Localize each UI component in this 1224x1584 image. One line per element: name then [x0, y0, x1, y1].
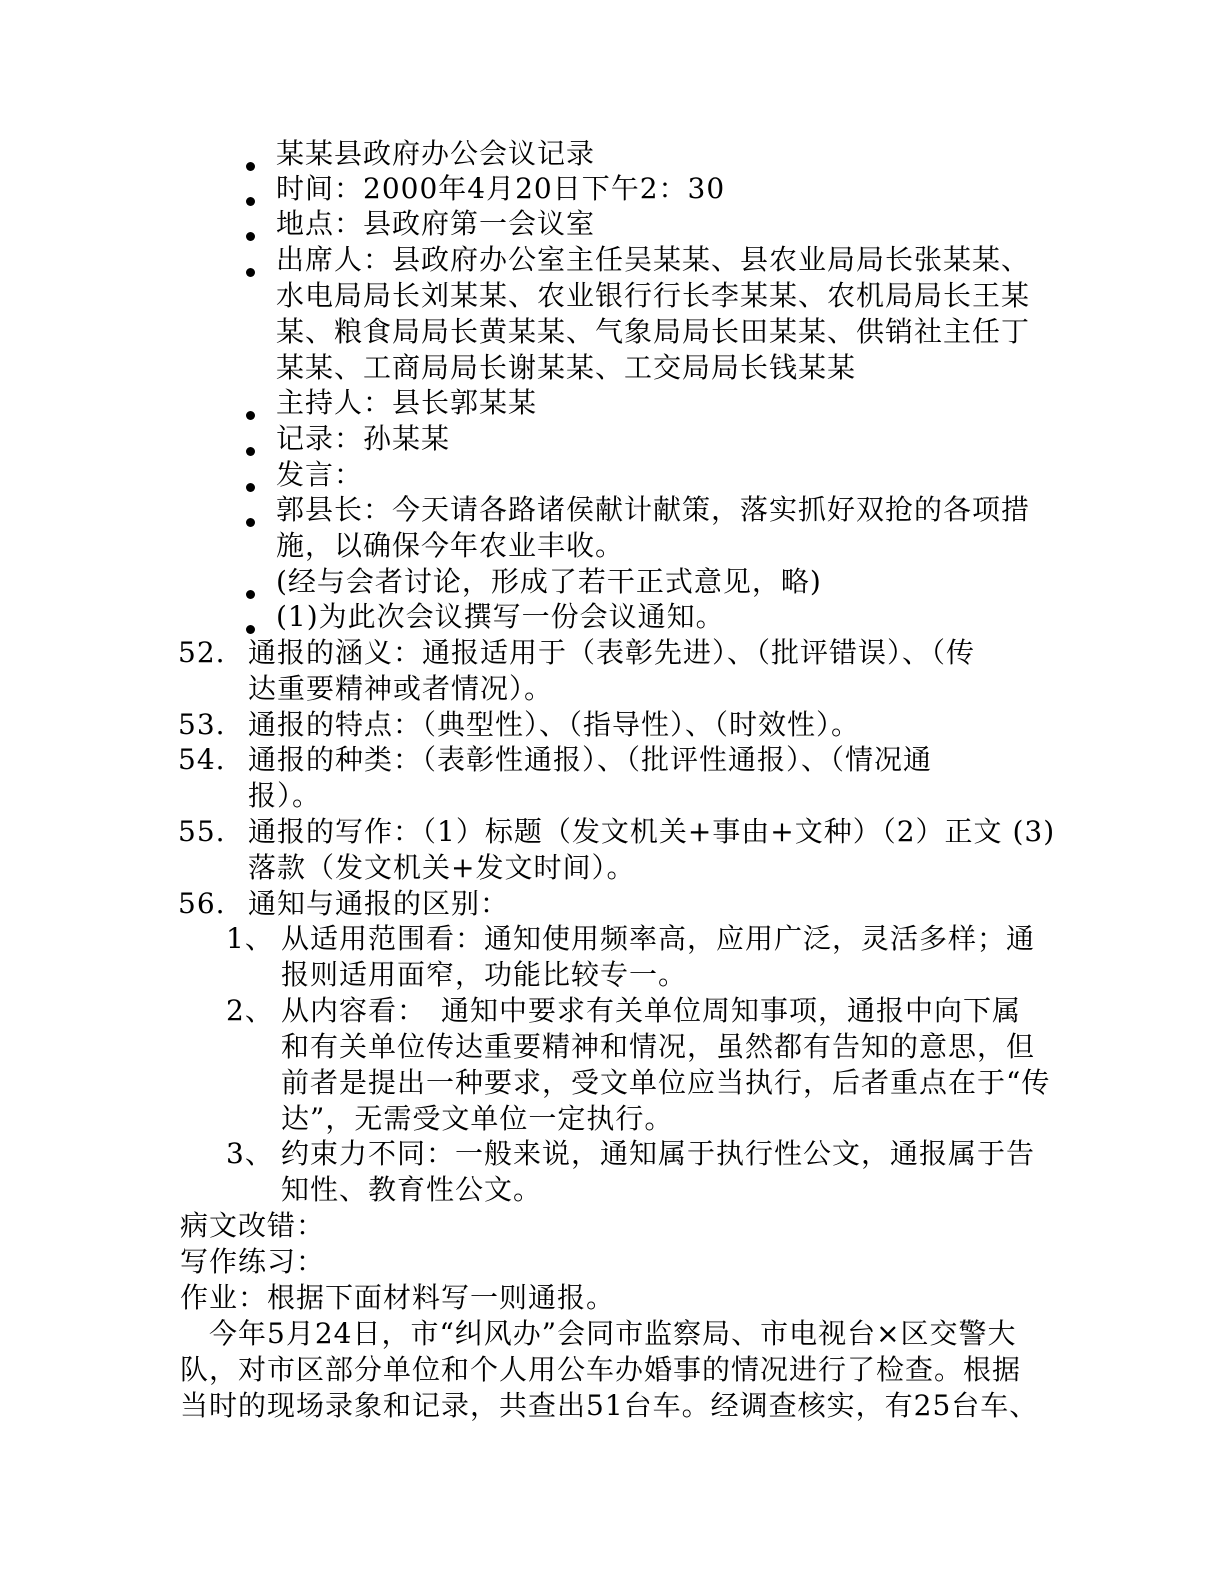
- material-paragraph-line: 今年5月24日，市“纠风办”会同市监察局、市电视台×区交警大: [180, 1317, 1017, 1350]
- bullet-text-continued: 水电局局长刘某某、农业银行行长李某某、农机局局长王某: [276, 279, 1031, 312]
- sub-item-text-continued: 达”，无需受文单位一定执行。: [281, 1102, 674, 1135]
- bullet-text-continued: 某、粮食局局长黄某某、气象局局长田某某、供销社主任丁: [276, 315, 1031, 348]
- item-number: 56.: [178, 887, 226, 920]
- item-text-continued: 落款（发文机关+发文时间）。: [248, 851, 636, 884]
- bullet-text: (经与会者讨论，形成了若干正式意见，略): [276, 565, 822, 598]
- item-number: 53.: [178, 708, 226, 741]
- section-heading: 写作练习：: [180, 1245, 326, 1278]
- item-number: 55.: [178, 815, 226, 848]
- bullet-text: 发言：: [276, 458, 364, 491]
- sub-item-text: 从适用范围看：通知使用频率高，应用广泛，灵活多样；通: [281, 922, 1036, 955]
- item-number: 54.: [178, 743, 226, 776]
- bullet-text: 主持人：县长郭某某: [276, 386, 538, 419]
- item-text: 通报的特点：（典型性）、（指导性）、（时效性）。: [248, 708, 861, 741]
- bullet-text-continued: 施，以确保今年农业丰收。: [276, 529, 625, 562]
- section-heading: 病文改错：: [180, 1209, 326, 1242]
- bullet-dot: [246, 518, 255, 527]
- bullet-dot: [246, 162, 255, 171]
- bullet-text: 某某县政府办公会议记录: [276, 137, 596, 170]
- bullet-text: 出席人：县政府办公室主任吴某某、县农业局局长张某某、: [276, 243, 1031, 276]
- bullet-dot: [246, 447, 255, 456]
- sub-item-text-continued: 前者是提出一种要求，受文单位应当执行，后者重点在于“传: [281, 1066, 1051, 1099]
- item-text-continued: 报）。: [248, 779, 322, 812]
- sub-item-text: 从内容看： 通知中要求有关单位周知事项，通报中向下属: [281, 994, 1022, 1027]
- sub-item-number: 3、: [226, 1137, 274, 1170]
- bullet-text: 郭县长：今天请各路诸侯献计献策，落实抓好双抢的各项措: [276, 493, 1031, 526]
- bullet-dot: [246, 268, 255, 277]
- bullet-dot: [246, 197, 255, 206]
- item-number: 52.: [178, 636, 226, 669]
- sub-item-number: 1、: [226, 922, 274, 955]
- sub-item-number: 2、: [226, 994, 274, 1027]
- bullet-text: 记录：孙某某: [276, 422, 451, 455]
- bullet-dot: [246, 232, 255, 241]
- bullet-dot: [246, 483, 255, 492]
- item-text: 通报的写作：（1）标题（发文机关+事由+文种）（2）正文 (3): [248, 815, 1056, 848]
- assignment-line: 作业：根据下面材料写一则通报。: [180, 1281, 616, 1314]
- item-text: 通知与通报的区别：: [248, 887, 510, 920]
- item-text: 通报的涵义：通报适用于（表彰先进）、（批评错误）、（传: [248, 636, 976, 669]
- bullet-dot: [246, 411, 255, 420]
- sub-item-text-continued: 和有关单位传达重要精神和情况，虽然都有告知的意思，但: [281, 1030, 1036, 1063]
- item-text: 通报的种类：（表彰性通报）、（批评性通报）、（情况通: [248, 743, 933, 776]
- bullet-text: (1)为此次会议撰写一份会议通知。: [276, 600, 725, 633]
- material-paragraph-line: 队，对市区部分单位和个人用公车办婚事的情况进行了检查。根据: [180, 1353, 1022, 1386]
- bullet-dot: [246, 590, 255, 599]
- item-text-continued: 达重要精神或者情况）。: [248, 672, 554, 705]
- sub-item-text: 约束力不同：一般来说，通知属于执行性公文，通报属于告: [281, 1137, 1036, 1170]
- sub-item-text-continued: 知性、教育性公文。: [281, 1173, 543, 1206]
- bullet-text-continued: 某某、工商局局长谢某某、工交局局长钱某某: [276, 351, 857, 384]
- material-paragraph-line: 当时的现场录象和记录，共查出51台车。经调查核实，有25台车、: [180, 1389, 1039, 1422]
- bullet-text: 地点：县政府第一会议室: [276, 207, 596, 240]
- bullet-text: 时间：2000年4月20日下午2：30: [276, 172, 726, 205]
- bullet-dot: [246, 625, 255, 634]
- sub-item-text-continued: 报则适用面窄，功能比较专一。: [281, 958, 688, 991]
